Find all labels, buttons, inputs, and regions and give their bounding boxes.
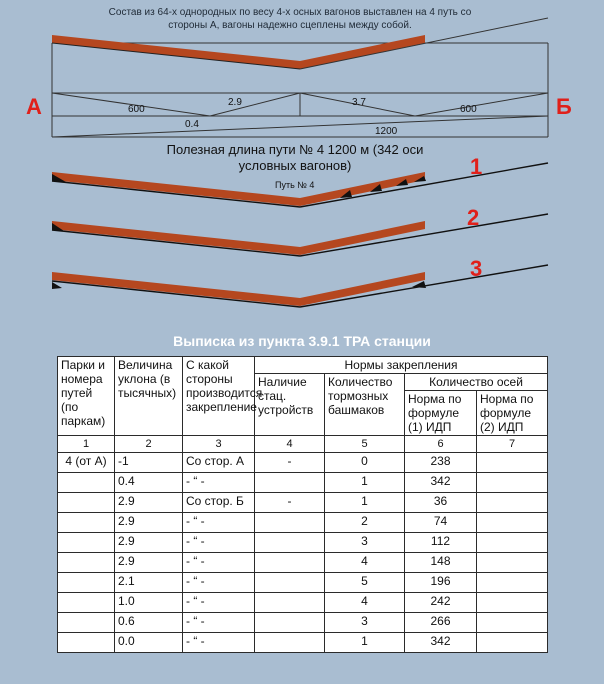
table-cell-c4: - xyxy=(255,453,325,473)
dim-600-left: 600 xyxy=(128,104,145,115)
table-cell-c7 xyxy=(477,593,548,613)
table-cell-c3: - “ - xyxy=(183,613,255,633)
table-cell-c5: 4 xyxy=(325,553,405,573)
col-header-grade: Величина уклона (в тысячных) xyxy=(115,357,183,436)
table-cell-c2: 1.0 xyxy=(115,593,183,613)
table-cell-c3: - “ - xyxy=(183,593,255,613)
table-cell-c3: - “ - xyxy=(183,513,255,533)
table-row xyxy=(58,633,548,653)
task-caption: Состав из 64-х однородных по весу 4-х осных вагонов выставлен на 4 путь со стороны А, вагоны надежно сцеплены между собой. xyxy=(108,7,472,31)
table-cell-c6: 242 xyxy=(405,593,477,613)
variant-3-label: 3 xyxy=(470,256,483,281)
table-cell-c1 xyxy=(58,473,115,493)
table-cell-c2: 2.9 xyxy=(115,553,183,573)
table-cell-c1 xyxy=(58,593,115,613)
table-cell-c6: 36 xyxy=(405,493,477,513)
table-row xyxy=(58,593,548,613)
dim-600-right: 600 xyxy=(460,104,477,115)
table-cell-c2: 0.0 xyxy=(115,633,183,653)
table-cell-c7 xyxy=(477,553,548,573)
header-row xyxy=(58,357,548,374)
table-cell-c4 xyxy=(255,613,325,633)
top-rail xyxy=(52,35,425,69)
table-cell-c7 xyxy=(477,513,548,533)
side-b-label: Б xyxy=(556,94,572,119)
table-cell-c3: - “ - xyxy=(183,573,255,593)
table-cell-c7 xyxy=(477,453,548,473)
table-cell-c5: 1 xyxy=(325,493,405,513)
table-cell-c6: 238 xyxy=(405,453,477,473)
col-header-park: Парки и номера путей (по паркам) xyxy=(58,357,115,436)
col-header-formula-1: Норма по формуле (1) ИДП xyxy=(405,391,477,436)
table-cell-c2: -1 xyxy=(115,453,183,473)
table-row xyxy=(58,613,548,633)
useful-length-text: Полезная длина пути № 4 1200 м (342 оси условных вагонов) xyxy=(166,142,424,173)
table-cell-c7 xyxy=(477,493,548,513)
table-cell-c4: - xyxy=(255,493,325,513)
column-number: 1 xyxy=(58,436,115,453)
table-cell-c3: - “ - xyxy=(183,633,255,653)
table-cell-c3: - “ - xyxy=(183,533,255,553)
table-cell-c1 xyxy=(58,633,115,653)
table-cell-c5: 2 xyxy=(325,513,405,533)
table-cell-c2: 0.4 xyxy=(115,473,183,493)
col-header-stationary: Наличие стац. устройств xyxy=(255,374,325,436)
table-cell-c3: - “ - xyxy=(183,473,255,493)
table-cell-c2: 2.9 xyxy=(115,533,183,553)
table-cell-c7 xyxy=(477,573,548,593)
table-cell-c3: Со стор. А xyxy=(183,453,255,473)
table-cell-c5: 1 xyxy=(325,633,405,653)
table-cell-c7 xyxy=(477,633,548,653)
table-row xyxy=(58,513,548,533)
table-row xyxy=(58,573,548,593)
table-cell-c5: 0 xyxy=(325,453,405,473)
track-label: Путь № 4 xyxy=(275,180,315,190)
table-cell-c1: 4 (от А) xyxy=(58,453,115,473)
dim-3-7: 3.7 xyxy=(352,97,366,108)
table-cell-c2: 2.1 xyxy=(115,573,183,593)
table-cell-c1 xyxy=(58,573,115,593)
dim-0-4: 0.4 xyxy=(185,119,199,130)
column-number: 6 xyxy=(405,436,477,453)
table-row xyxy=(58,553,548,573)
variant-2-label: 2 xyxy=(467,205,480,230)
col-header-side: С какой стороны производится закрепление xyxy=(183,357,255,436)
column-number: 4 xyxy=(255,436,325,453)
table-cell-c6: 342 xyxy=(405,633,477,653)
table-cell-c5: 4 xyxy=(325,593,405,613)
side-a-label: А xyxy=(26,94,42,119)
column-number: 3 xyxy=(183,436,255,453)
table-cell-c6: 196 xyxy=(405,573,477,593)
col-header-axles: Количество осей xyxy=(405,374,548,391)
table-cell-c6: 74 xyxy=(405,513,477,533)
table-cell-c7 xyxy=(477,473,548,493)
table-row xyxy=(58,453,548,473)
table-cell-c4 xyxy=(255,573,325,593)
table-cell-c4 xyxy=(255,533,325,553)
table-cell-c4 xyxy=(255,513,325,533)
table-cell-c3: Со стор. Б xyxy=(183,493,255,513)
col-header-shoes: Количество тормозных башмаков xyxy=(325,374,405,436)
table-cell-c1 xyxy=(58,493,115,513)
table-row xyxy=(58,493,548,513)
brake-shoe-icon xyxy=(52,282,62,289)
dim-1200: 1200 xyxy=(375,126,398,137)
table-cell-c1 xyxy=(58,513,115,533)
table-cell-c4 xyxy=(255,473,325,493)
table-cell-c5: 5 xyxy=(325,573,405,593)
table-cell-c1 xyxy=(58,533,115,553)
table-cell-c6: 266 xyxy=(405,613,477,633)
table-cell-c5: 3 xyxy=(325,533,405,553)
column-number: 5 xyxy=(325,436,405,453)
column-number: 7 xyxy=(477,436,548,453)
table-cell-c1 xyxy=(58,553,115,573)
table-cell-c7 xyxy=(477,613,548,633)
table-cell-c2: 2.9 xyxy=(115,513,183,533)
table-cell-c5: 3 xyxy=(325,613,405,633)
table-cell-c6: 112 xyxy=(405,533,477,553)
col-header-formula-2: Норма по формуле (2) ИДП xyxy=(477,391,548,436)
profile-box xyxy=(52,43,548,137)
table-cell-c3: - “ - xyxy=(183,553,255,573)
table-cell-c5: 1 xyxy=(325,473,405,493)
table-cell-c4 xyxy=(255,553,325,573)
table-row xyxy=(58,533,548,553)
table-cell-c4 xyxy=(255,593,325,613)
dim-2-9: 2.9 xyxy=(228,97,242,108)
table-cell-c2: 0.6 xyxy=(115,613,183,633)
column-number: 2 xyxy=(115,436,183,453)
table-cell-c6: 342 xyxy=(405,473,477,493)
table-cell-c2: 2.9 xyxy=(115,493,183,513)
table-cell-c7 xyxy=(477,533,548,553)
col-header-norms: Нормы закрепления xyxy=(255,357,548,374)
table-cell-c6: 148 xyxy=(405,553,477,573)
table-row xyxy=(58,473,548,493)
column-number-row xyxy=(58,436,548,453)
table-cell-c4 xyxy=(255,633,325,653)
table-title: Выписка из пункта 3.9.1 ТРА станции xyxy=(173,333,431,349)
variant-1-label: 1 xyxy=(470,154,483,179)
table-cell-c1 xyxy=(58,613,115,633)
securing-norms-table xyxy=(57,356,548,653)
